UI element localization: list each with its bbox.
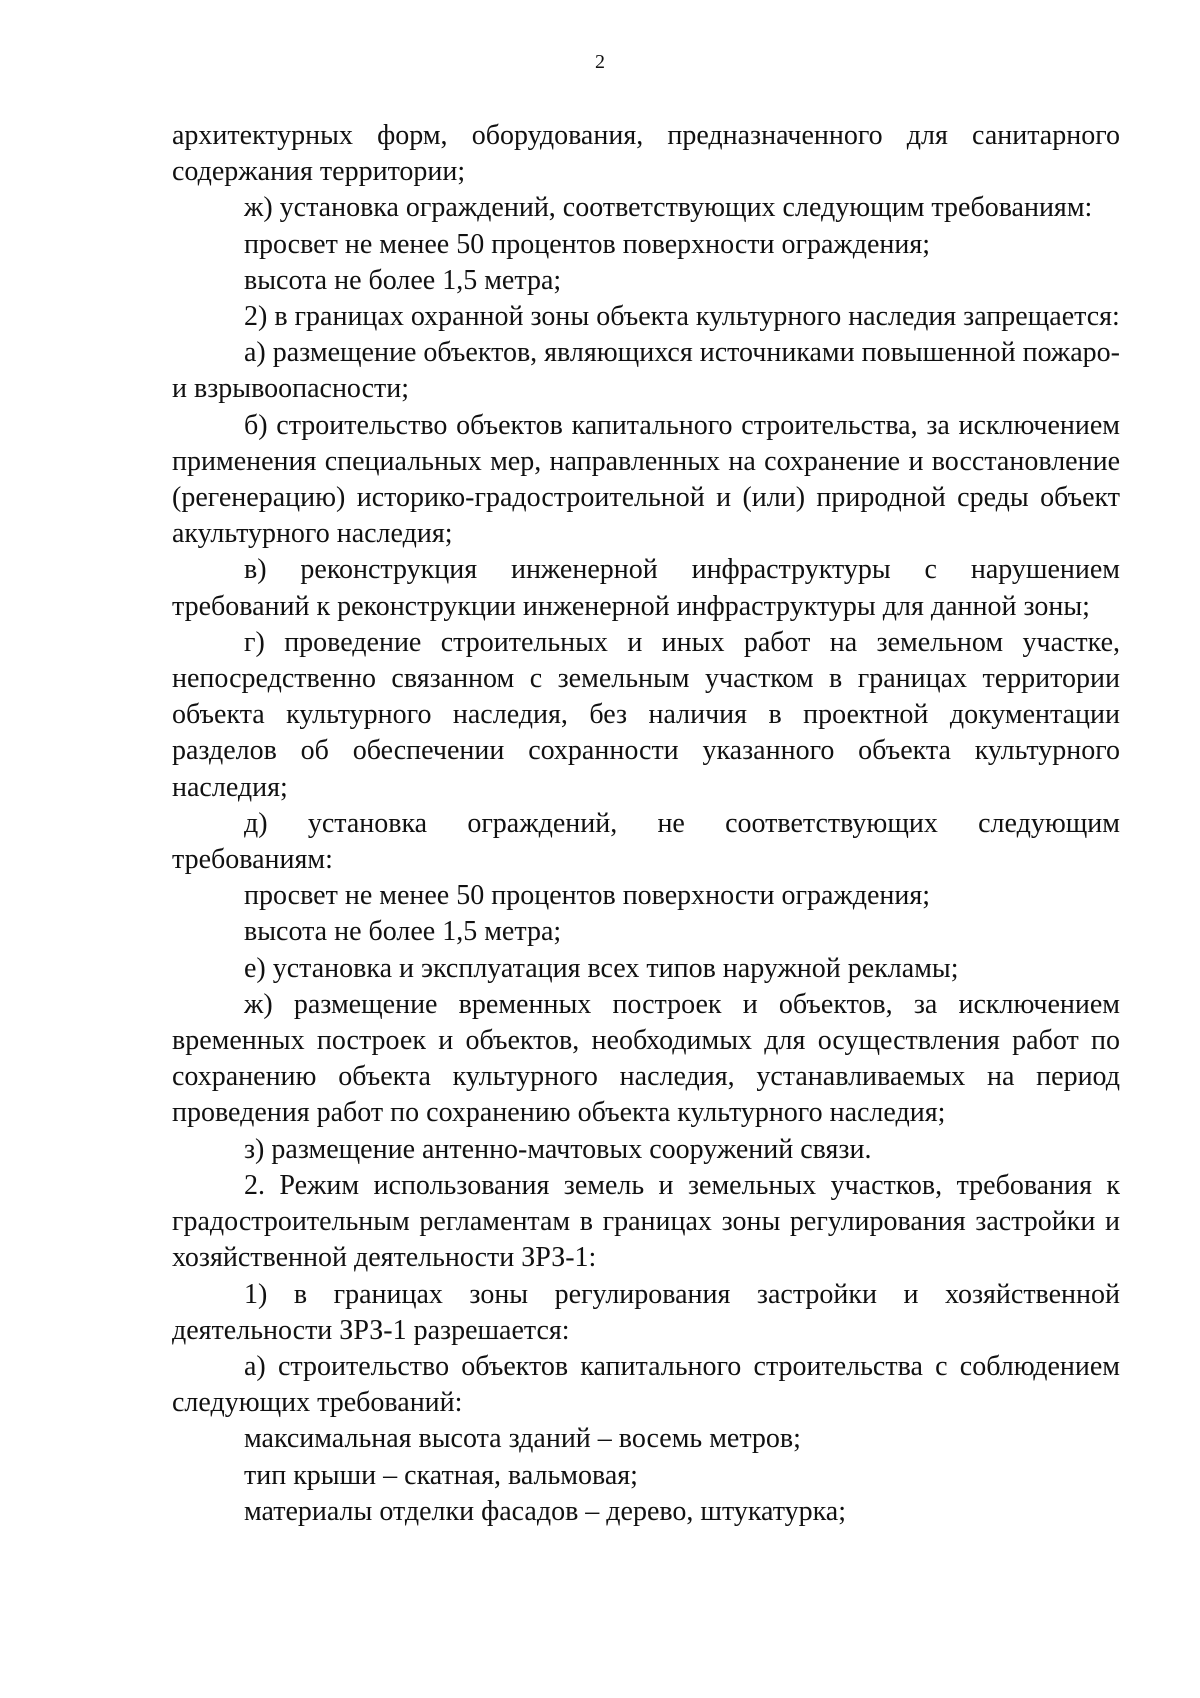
document-body — [172, 118, 1120, 1530]
page-number: 2 — [595, 51, 605, 73]
paragraph: з) размещение антенно-мачтовых сооружений связи. — [244, 1133, 872, 1165]
paragraph: просвет не менее 50 процентов поверхности ограждения; — [244, 228, 931, 260]
paragraph: 1) в границах зоны регулирования застройки и хозяйственной деятельности ЗРЗ-1 разрешается: — [172, 1278, 1120, 1346]
paragraph: а) размещение объектов, являющихся источниками повышенной пожаро-и взрывоопасности; — [172, 337, 1120, 405]
paragraph: тип крыши – скатная, вальмовая; — [244, 1459, 638, 1491]
paragraph: е) установка и эксплуатация всех типов наружной рекламы; — [244, 952, 959, 984]
paragraph: 2. Режим использования земель и земельных участков, требования к градостроительным регламентам в границах зоны регулирования застройки и хозяйственной деятельности ЗРЗ-1: — [172, 1169, 1120, 1274]
paragraph: ж) размещение временных построек и объектов, за исключением временных построек и объектов, необходимых для осуществления работ по сохранению объекта культурного наследия, устанавливаемых на период проведения работ по сохранению объекта культурного наследия; — [172, 988, 1120, 1129]
paragraph: б) строительство объектов капитального строительства, за исключением применения специальных мер, направленных на сохранение и восстановление (регенерацию) историко-градостроительной и (или) природной среды объект акультурного наследия; — [172, 409, 1120, 550]
paragraph: г) проведение строительных и иных работ на земельном участке, непосредственно связанном с земельным участком в границах территории объекта культурного наследия, без наличия в проектной документации разделов об обеспечении сохранности указанного объекта культурного наследия; — [172, 626, 1120, 803]
paragraph: просвет не менее 50 процентов поверхности ограждения; — [244, 880, 931, 912]
paragraph: высота не более 1,5 метра; — [244, 916, 562, 948]
paragraph: высота не более 1,5 метра; — [244, 264, 562, 296]
paragraph: а) строительство объектов капитального строительства с соблюдением следующих требований: — [172, 1350, 1120, 1419]
paragraph: в) реконструкция инженерной инфраструктуры с нарушением требований к реконструкции инженерной инфраструктуры для данной зоны; — [172, 554, 1120, 622]
paragraph: материалы отделки фасадов – дерево, штукатурка; — [244, 1495, 846, 1527]
paragraph: д) установка ограждений, не соответствующих следующим требованиям: — [172, 807, 1120, 876]
paragraph: ж) установка ограждений, соответствующих следующим требованиям: — [244, 192, 1093, 224]
paragraph: архитектурных форм, оборудования, предназначенного для санитарного содержания территории; — [172, 120, 1120, 188]
paragraph: 2) в границах охранной зоны объекта культурного наследия запрещается: — [244, 301, 1120, 333]
paragraph: максимальная высота зданий – восемь метров; — [244, 1423, 801, 1455]
